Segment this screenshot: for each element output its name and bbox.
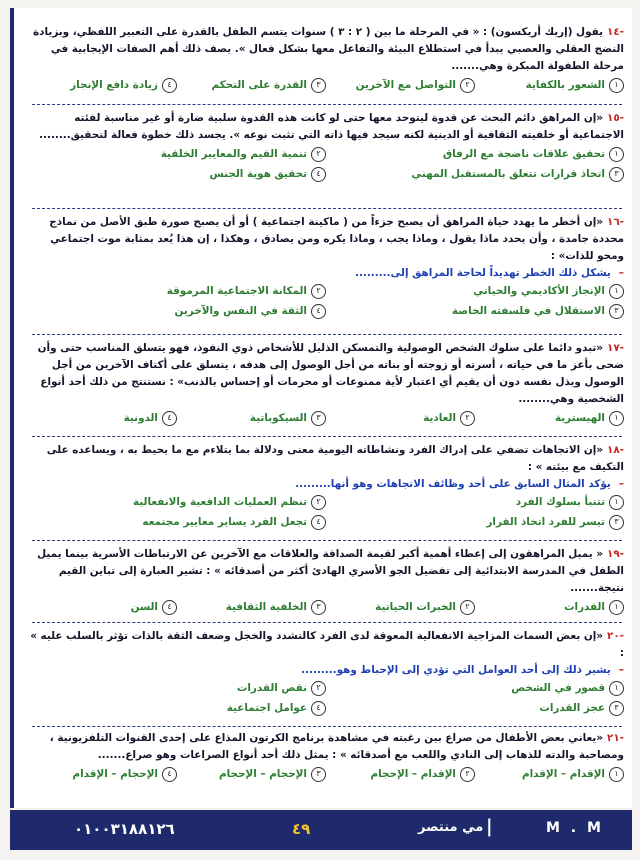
option-marker: ٤ [311, 701, 326, 716]
option-marker: ١ [609, 284, 624, 299]
dashed-divider [32, 622, 622, 623]
option-marker: ١ [609, 681, 624, 696]
option-2[interactable] [28, 145, 326, 163]
option-2[interactable] [326, 765, 475, 783]
option-3[interactable] [177, 598, 326, 616]
dashed-divider [32, 726, 622, 727]
option-marker: ١ [609, 147, 624, 162]
option-text: القدرات [564, 601, 605, 613]
options-grid [28, 282, 624, 320]
option-text: التواصل مع الآخرين [355, 79, 456, 91]
option-marker: ٢ [311, 284, 326, 299]
question-prompt: يشير ذلك إلى أحد العوامل التي تؤدي إلى الإحباط وهو......... [301, 664, 611, 676]
options-row [28, 76, 624, 94]
question-15 [28, 110, 624, 183]
option-marker: ٤ [162, 411, 177, 426]
option-text: تنمية القيم والمعايير الخلقية [160, 148, 307, 160]
question-stem: يقول (إريك أريكسون) : « في المرحلة ما بين ( ٢ : ٣ ) سنوات يتسم الطفل بالقدرة على التعبير اللفظي، وبزيادة النضج العقلي والعصبي يبدأ في استطلاع البيئة والتفاعل معها بشكل فعال ». يصف ذلك أهم الصفات الإيجابية في مرحلة الطفولة المبكرة وهي....... [33, 26, 624, 72]
option-text: اتخاذ قرارات تتعلق بالمستقبل المهني [411, 168, 605, 180]
option-4[interactable] [28, 302, 326, 320]
option-marker: ٢ [460, 767, 475, 782]
option-text: تيسر للفرد اتخاذ القرار [486, 516, 605, 528]
option-1[interactable] [326, 282, 624, 300]
options-row [28, 598, 624, 616]
option-marker: ٤ [162, 767, 177, 782]
option-marker: ٤ [162, 78, 177, 93]
dashed-divider [32, 208, 622, 209]
question-stem: « يميل المراهقون إلى إعطاء أهمية أكبر لقيمة الصداقة والعلاقات مع الآخرين عن الارتباطات الأسرية بينما يميل الطفل في المدرسة الابتدائية إلى تفضيل الجو الأسري الهادئ أكثر من أصدقائه » : تشير العبارة إلى تباين القيم نتيجة....... [37, 548, 624, 594]
option-3[interactable] [177, 409, 326, 427]
option-marker: ٤ [311, 167, 326, 182]
option-marker: ٢ [311, 681, 326, 696]
question-19 [28, 546, 624, 616]
option-text: الإحجام – الإحجام [218, 768, 307, 780]
option-3[interactable] [326, 165, 624, 183]
option-1[interactable] [326, 679, 624, 697]
question-stem: «إن أخطر ما يهدد حياة المراهق أن يصبح جزءاً من ( ماكينة اجتماعية ) أو أن يصبح صورة طبق الأصل من نماذج محددة جامدة ، وأن يحدد ماذا يقول ، وماذا يجب ، وماذا يكره ومن يصادق ، وهكذا ، إن هذا يُعد بمثابة موت اجتماعي ومحو للذات» : [49, 216, 624, 262]
option-1[interactable] [475, 765, 624, 783]
option-3[interactable] [177, 76, 326, 94]
option-2[interactable] [28, 282, 326, 300]
option-text: الإقدام – الإقدام [522, 768, 605, 780]
option-marker: ٢ [311, 495, 326, 510]
question-number: -١٩ [606, 548, 624, 560]
option-4[interactable] [28, 409, 177, 427]
option-text: تنظم العمليات الدافعية والانفعالية [133, 496, 307, 508]
phone-number: ٠١٠٠٣١٨٨١٢٦ [74, 820, 175, 838]
option-1[interactable] [475, 409, 624, 427]
question-prompt: يؤكد المثال السابق على أحد وظائف الاتجاهات وهو أنها......... [295, 478, 611, 490]
option-1[interactable] [475, 76, 624, 94]
option-marker: ٣ [609, 304, 624, 319]
option-marker: ٣ [311, 78, 326, 93]
option-4[interactable] [28, 699, 326, 717]
option-text: الإحجام – الإقدام [72, 768, 158, 780]
question-number: -١٤ [606, 26, 624, 38]
option-marker: ٢ [311, 147, 326, 162]
option-text: القدرة على التحكم [211, 79, 307, 91]
options-grid [28, 493, 624, 531]
option-marker: ٤ [311, 515, 326, 530]
option-1[interactable] [326, 493, 624, 511]
option-text: نقص القدرات [236, 682, 307, 694]
option-text: السن [130, 601, 158, 613]
option-4[interactable] [28, 598, 177, 616]
option-3[interactable] [326, 302, 624, 320]
option-marker: ٣ [609, 167, 624, 182]
option-text: المكانة الاجتماعية المرموقة [166, 285, 307, 297]
question-stem: «يعاني بعض الأطفال من صراع بين رغبته في مشاهدة برنامج الكرتون المذاع على إحدى القنوات التلفزيونية ، ومصاحبة والدته للذهاب إلى النادي واللعب مع أصدقائه » : يمثل ذلك أحد أنواع الصراعات وهو صراع....... [49, 732, 624, 761]
option-marker: ١ [609, 495, 624, 510]
footer-separator: | [486, 816, 493, 837]
author-initials: M . M [546, 820, 604, 836]
question-number: -١٧ [606, 342, 624, 354]
option-marker: ٢ [460, 78, 475, 93]
option-text: الاستقلال في فلسفته الخاصة [451, 305, 605, 317]
option-text: عوامل اجتماعية [226, 702, 307, 714]
option-marker: ٣ [609, 701, 624, 716]
option-2[interactable] [28, 493, 326, 511]
option-text: الهيسترية [554, 412, 605, 424]
question-stem: «إن الاتجاهات تضفي على إدراك الفرد ونشاطاته اليومية معنى ودلالة بما يتلاءم مع ما يحيط به ، ويساعده على التكيف مع بيئته » : [46, 444, 624, 473]
option-marker: ١ [609, 411, 624, 426]
question-stem: «إن بعض السمات المزاجية الانفعالية المعوقة لدى الفرد كالتشدد والخجل وضعف الثقة بالذات تؤثر بالسلب عليه » : [30, 630, 624, 659]
option-text: عجز القدرات [539, 702, 605, 714]
question-number: -١٨ [606, 444, 624, 456]
question-stem: «تبدو دائما على سلوك الشخص الوصولية والتمسكن الذليل للأشخاص ذوي النفوذ، فهو يتسلق المناسب حتى وأن ضحى بأعز ما في حياته ، أسرته أو زوجته أو بناته من أجل الوصول إلى هدفه ، يتسلق على أكتاف الآخرين من أجل الوصول ويذل نفسه دون أن يقيم أي اعتبار لأية ممنوعات أو محرمات أو إحساس بالذنب» : نستنتج من ذلك أحد أنواع الشخصية وهي........ [37, 342, 624, 405]
option-2[interactable] [28, 679, 326, 697]
question-21 [28, 730, 624, 783]
option-3[interactable] [177, 765, 326, 783]
option-text: الإقدام – الإحجام [370, 768, 456, 780]
option-marker: ١ [609, 78, 624, 93]
option-4[interactable] [28, 765, 177, 783]
question-number: -٢٠ [606, 630, 624, 642]
option-4[interactable] [28, 513, 326, 531]
book-title: مي منتصر [418, 820, 484, 835]
page-footer [10, 810, 632, 850]
option-text: الثقة في النفس والآخرين [174, 305, 307, 317]
option-marker: ٣ [311, 767, 326, 782]
question-14 [28, 24, 624, 94]
option-marker: ٢ [460, 600, 475, 615]
worksheet-page [10, 8, 632, 808]
options-grid [28, 679, 624, 717]
option-text: تجعل الفرد يساير معايير مجتمعه [142, 516, 307, 528]
option-text: تتنبأ بسلوك الفرد [515, 496, 605, 508]
question-number: -١٦ [606, 216, 624, 228]
option-1[interactable] [326, 145, 624, 163]
question-prompt: يشكل ذلك الخطر تهديداً لحاجة المراهق إلى......... [355, 267, 611, 279]
option-text: الدونية [123, 412, 158, 424]
question-number: -١٥ [606, 112, 624, 124]
option-text: الخبرات الحياتية [375, 601, 456, 613]
options-row [28, 409, 624, 427]
options-grid [28, 145, 624, 183]
option-3[interactable] [326, 699, 624, 717]
option-marker: ١ [609, 600, 624, 615]
option-4[interactable] [28, 76, 177, 94]
option-text: تحقيق هوية الجنس [209, 168, 307, 180]
dashed-divider [32, 334, 622, 335]
page-number: ٤٩ [292, 820, 311, 838]
option-1[interactable] [475, 598, 624, 616]
option-2[interactable] [326, 409, 475, 427]
option-marker: ٣ [609, 515, 624, 530]
option-2[interactable] [326, 598, 475, 616]
question-16: -١٦«إن أخطر ما يهدد حياة المراهق أن يصبح جزءاً من ( ماكينة اجتماعية ) أو أن يصبح صورة طبق الأصل من نماذج محددة جامدة ، وأن يحدد ماذا يقول ، وماذا يجب ، وماذا يكره ومن يصادق ، وهكذا ، إن هذا يُعد بمثابة موت اجتماعي ومحو للذات» : –يشكل ذلك الخطر تهديداً لحاجة المراهق إلى......... ١ الإنجاز الأكاديمي والحياتي ٢ المكانة الاجتماعية المرموقة ٣ الاستقلال في فلسفته الخاصة ٤ الثقة في النفس والآخرين [28, 214, 624, 320]
option-text: زيادة دافع الإنجاز [70, 79, 158, 91]
option-text: تحقيق علاقات ناضجة مع الرفاق [442, 148, 605, 160]
option-marker: ٢ [460, 411, 475, 426]
dashed-divider [32, 104, 622, 105]
dashed-divider [32, 436, 622, 437]
dashed-divider [32, 540, 622, 541]
option-marker: ٣ [311, 411, 326, 426]
option-4[interactable] [28, 165, 326, 183]
question-20: -٢٠«إن بعض السمات المزاجية الانفعالية المعوقة لدى الفرد كالتشدد والخجل وضعف الثقة بالذات تؤثر بالسلب عليه » : –يشير ذلك إلى أحد العوامل التي تؤدي إلى الإحباط وهو......... ١ قصور في الشخص ٢ نقص القدرات ٣ عجز القدرات ٤ عوامل اجتماعية [28, 628, 624, 717]
option-text: السيكوباتية [249, 412, 307, 424]
question-number: -٢١ [606, 732, 624, 744]
option-text: الخلفية الثقافية [225, 601, 307, 613]
option-text: الشعور بالكفاية [525, 79, 605, 91]
option-text: العادية [423, 412, 456, 424]
option-marker: ١ [609, 767, 624, 782]
option-2[interactable] [326, 76, 475, 94]
question-stem: «إن المراهق دائم البحث عن قدوة ليتوحد معها حتى لو كانت هذه القدوة سلبية ضارة أو غير مناسبة لفئته الاجتماعية أو خلفيته الثقافية أو الدينية لكنه سيجد فيها ذاته التي تثبت نوعه ». يجسد ذلك خطوة فعالة لتحقيق........ [39, 112, 624, 141]
question-18: -١٨«إن الاتجاهات تضفي على إدراك الفرد ونشاطاته اليومية معنى ودلالة بما يتلاءم مع ما يحيط به ، ويساعده على التكيف مع بيئته » : –يؤكد المثال السابق على أحد وظائف الاتجاهات وهو أنها......... ١ تتنبأ بسلوك الفرد ٢ تنظم العمليات الدافعية والانفعالية ٣ تيسر للفرد اتخاذ القرار ٤ تجعل الفرد يساير معايير مجتمعه [28, 442, 624, 531]
option-text: قصور في الشخص [511, 682, 605, 694]
option-marker: ٣ [311, 600, 326, 615]
options-row [28, 765, 624, 783]
option-text: الإنجاز الأكاديمي والحياتي [473, 285, 605, 297]
option-marker: ٤ [162, 600, 177, 615]
option-3[interactable] [326, 513, 624, 531]
question-17 [28, 340, 624, 427]
option-marker: ٤ [311, 304, 326, 319]
